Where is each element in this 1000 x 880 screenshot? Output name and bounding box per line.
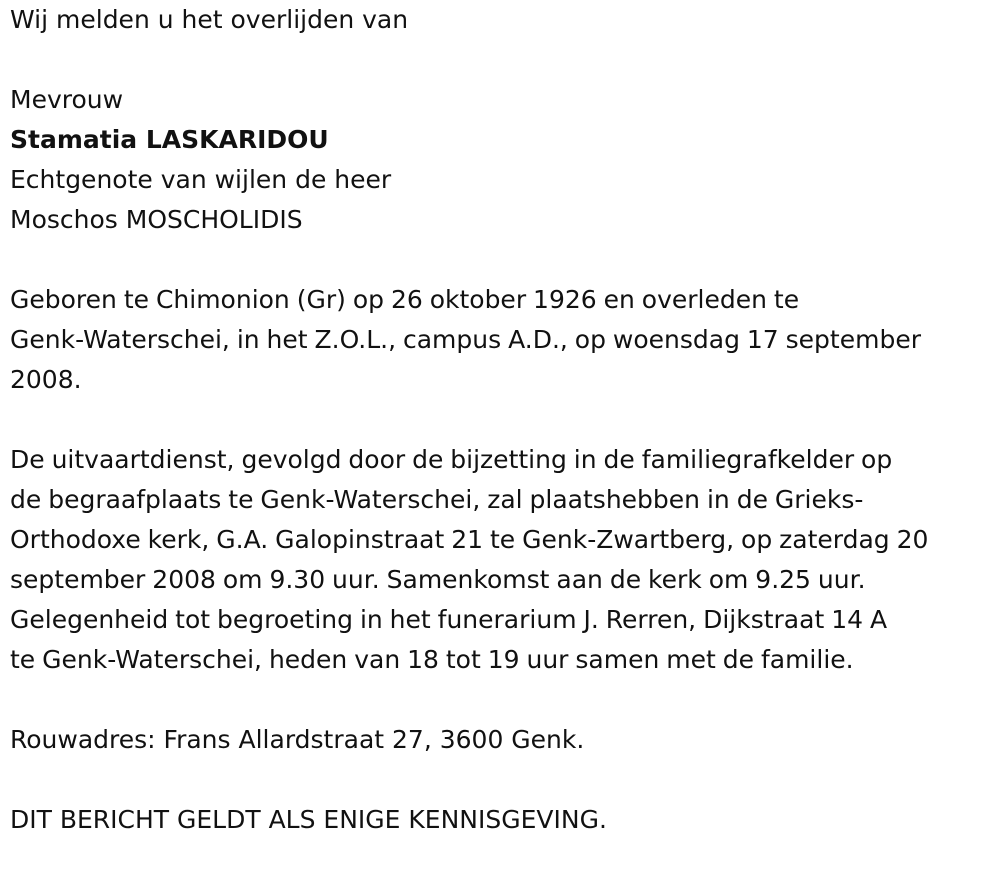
intro-line: Wij melden u het overlijden van <box>10 5 409 34</box>
funeral-line: te Genk-Waterschei, heden van 18 tot 19 uur samen met de familie. <box>10 645 854 674</box>
deceased-name: Stamatia LASKARIDOU <box>10 125 329 154</box>
spacer <box>10 680 985 720</box>
funeral-line: de begraafplaats te Genk-Waterschei, zal plaatshebben in de Grieks- <box>10 485 864 514</box>
spacer <box>10 40 985 80</box>
spacer <box>10 400 985 440</box>
birth-death-line: 2008. <box>10 365 82 394</box>
death-notice <box>10 0 985 840</box>
funeral-line: De uitvaartdienst, gevolgd door de bijzetting in de familiegrafkelder op <box>10 445 893 474</box>
funeral-line: Gelegenheid tot begroeting in het funerarium J. Rerren, Dijkstraat 14 A <box>10 605 888 634</box>
mourning-address: Rouwadres: Frans Allardstraat 27, 3600 Genk. <box>10 725 585 754</box>
funeral-line: september 2008 om 9.30 uur. Samenkomst aan de kerk om 9.25 uur. <box>10 565 866 594</box>
closing-statement: DIT BERICHT GELDT ALS ENIGE KENNISGEVING. <box>10 805 607 834</box>
birth-death-line: Genk-Waterschei, in het Z.O.L., campus A.D., op woensdag 17 september <box>10 325 921 354</box>
funeral-paragraph <box>10 440 985 680</box>
honorific: Mevrouw <box>10 85 124 114</box>
spouse-name: Moschos MOSCHOLIDIS <box>10 205 303 234</box>
spouse-line: Echtgenote van wijlen de heer <box>10 165 392 194</box>
birth-death-line: Geboren te Chimonion (Gr) op 26 oktober 1926 en overleden te <box>10 285 800 314</box>
spacer <box>10 760 985 800</box>
funeral-line: Orthodoxe kerk, G.A. Galopinstraat 21 te Genk-Zwartberg, op zaterdag 20 <box>10 525 929 554</box>
spacer <box>10 240 985 280</box>
birth-death-paragraph <box>10 280 985 400</box>
